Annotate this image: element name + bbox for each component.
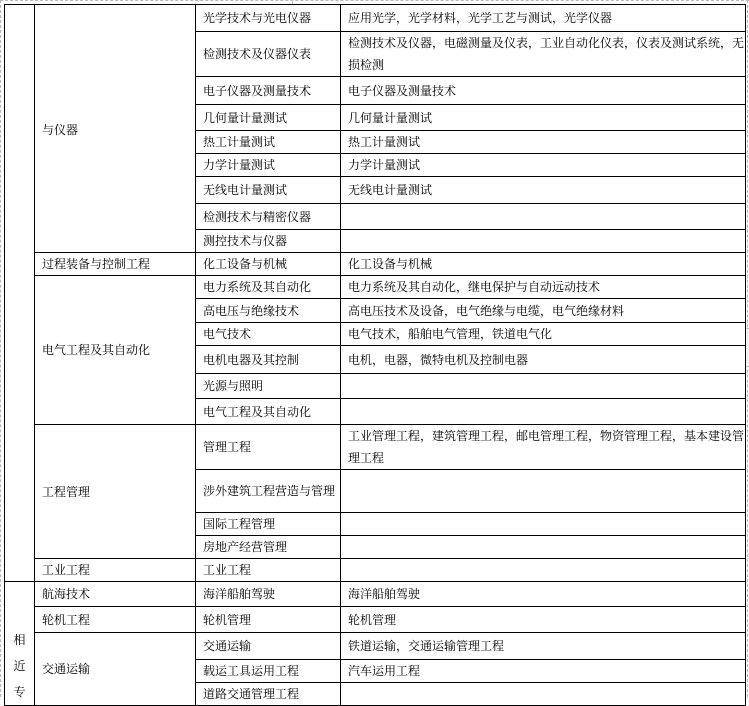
related-majors-cell xyxy=(341,470,746,513)
related-majors-cell xyxy=(341,204,746,230)
major-name-cell: 涉外建筑工程营造与管理 xyxy=(196,470,341,513)
major-name-cell: 无线电计量测试 xyxy=(196,177,341,204)
major-name-cell: 热工计量测试 xyxy=(196,131,341,154)
category-cell xyxy=(5,582,35,706)
related-majors-cell: 检测技术及仪器，电磁测量及仪表，工业自动化仪表，仪表及测试系统，无损检测 xyxy=(341,32,746,77)
major-name-cell: 电气工程及其自动化 xyxy=(196,399,341,425)
major-name-cell: 化工设备与机械 xyxy=(196,253,341,276)
major-name-cell: 检测技术与精密仪器 xyxy=(196,204,341,230)
major-name-cell: 力学计量测试 xyxy=(196,154,341,177)
major-name-cell: 工业工程 xyxy=(196,559,341,582)
related-majors-cell: 电机，电器，微特电机及控制电器 xyxy=(341,346,746,374)
major-name-cell: 电机电器及其控制 xyxy=(196,346,341,374)
related-majors-cell: 力学计量测试 xyxy=(341,154,746,177)
category-char: 专 xyxy=(13,685,26,699)
related-majors-cell xyxy=(341,536,746,559)
related-majors-cell: 轮机管理 xyxy=(341,607,746,633)
group-name-cell: 轮机工程 xyxy=(35,607,196,633)
major-name-cell: 高电压与绝缘技术 xyxy=(196,299,341,323)
related-majors-cell: 工业管理工程，建筑管理工程，邮电管理工程，物资管理工程，基本建设管理工程 xyxy=(341,425,746,470)
related-majors-cell xyxy=(341,230,746,253)
major-name-cell: 电子仪器及测量技术 xyxy=(196,77,341,105)
table-row xyxy=(5,425,746,470)
related-majors-cell: 电气技术，船舶电气管理，铁道电气化 xyxy=(341,323,746,346)
table-row xyxy=(5,276,746,299)
major-name-cell: 载运工具运用工程 xyxy=(196,660,341,683)
major-name-cell: 光学技术与光电仪器 xyxy=(196,5,341,32)
table-body xyxy=(5,5,746,706)
table-row xyxy=(5,607,746,633)
major-name-cell: 轮机管理 xyxy=(196,607,341,633)
table-row xyxy=(5,582,746,607)
major-name-cell: 国际工程管理 xyxy=(196,513,341,536)
major-name-cell: 测控技术与仪器 xyxy=(196,230,341,253)
related-majors-cell xyxy=(341,683,746,706)
related-majors-cell: 几何量计量测试 xyxy=(341,105,746,131)
table-row xyxy=(5,5,746,32)
major-name-cell: 光源与照明 xyxy=(196,374,341,399)
major-name-cell: 房地产经营管理 xyxy=(196,536,341,559)
related-majors-cell: 电力系统及其自动化，继电保护与自动远动技术 xyxy=(341,276,746,299)
related-majors-cell: 海洋船舶驾驶 xyxy=(341,582,746,607)
related-majors-cell: 无线电计量测试 xyxy=(341,177,746,204)
category-char: 相 xyxy=(13,633,26,647)
group-name-cell: 与仪器 xyxy=(35,5,196,253)
table-row xyxy=(5,559,746,582)
related-majors-cell: 化工设备与机械 xyxy=(341,253,746,276)
group-name-cell: 工业工程 xyxy=(35,559,196,582)
major-name-cell: 管理工程 xyxy=(196,425,341,470)
related-majors-cell: 铁道运输，交通运输管理工程 xyxy=(341,633,746,660)
table-row xyxy=(5,633,746,660)
group-name-cell: 过程装备与控制工程 xyxy=(35,253,196,276)
category-char: 近 xyxy=(13,659,26,673)
page-edge-left xyxy=(0,0,1,697)
group-name-cell: 交通运输 xyxy=(35,633,196,706)
related-majors-cell xyxy=(341,559,746,582)
related-majors-cell: 电子仪器及测量技术 xyxy=(341,77,746,105)
group-name-cell: 工程管理 xyxy=(35,425,196,559)
major-name-cell: 交通运输 xyxy=(196,633,341,660)
related-majors-cell xyxy=(341,513,746,536)
major-name-cell: 检测技术及仪器仪表 xyxy=(196,32,341,77)
page-edge-top xyxy=(0,0,749,1)
related-majors-cell xyxy=(341,399,746,425)
related-majors-cell: 汽车运用工程 xyxy=(341,660,746,683)
related-majors-cell: 应用光学，光学材料，光学工艺与测试，光学仪器 xyxy=(341,5,746,32)
related-majors-cell xyxy=(341,374,746,399)
major-name-cell: 电气技术 xyxy=(196,323,341,346)
major-name-cell: 电力系统及其自动化 xyxy=(196,276,341,299)
related-majors-cell: 高电压技术及设备，电气绝缘与电缆，电气绝缘材料 xyxy=(341,299,746,323)
group-name-cell: 航海技术 xyxy=(35,582,196,607)
category-cell xyxy=(5,5,35,582)
table-row xyxy=(5,253,746,276)
major-name-cell: 海洋船舶驾驶 xyxy=(196,582,341,607)
major-name-cell: 几何量计量测试 xyxy=(196,105,341,131)
group-name-cell: 电气工程及其自动化 xyxy=(35,276,196,425)
major-equivalence-table xyxy=(4,4,746,706)
related-majors-cell: 热工计量测试 xyxy=(341,131,746,154)
major-name-cell: 道路交通管理工程 xyxy=(196,683,341,706)
